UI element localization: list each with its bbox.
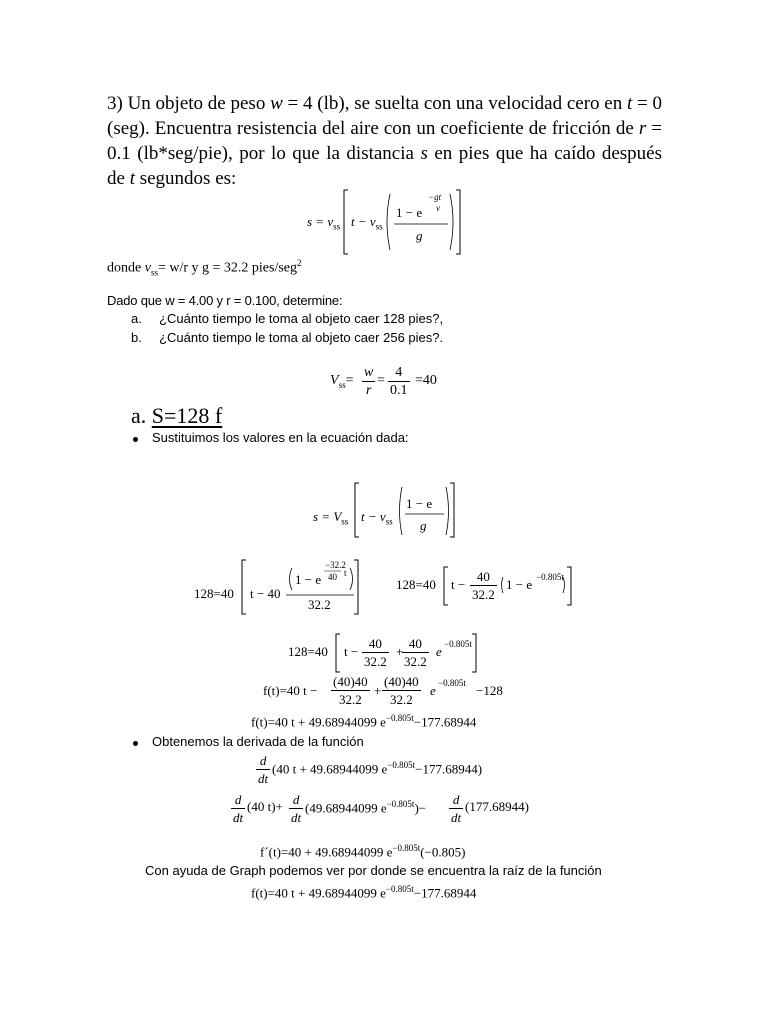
problem-text: segundos es: — [134, 168, 237, 189]
graph-note: Con ayuda de Graph podemos ver por donde se encuentra la raíz de la función — [145, 863, 602, 878]
var-r: r — [638, 118, 647, 139]
formula-g: g — [416, 228, 423, 243]
eq128-3-den2: 32.2 — [404, 654, 427, 669]
s-general-sub: ss — [385, 516, 393, 527]
f-prime-expression — [260, 843, 465, 860]
list-marker: b. — [131, 330, 142, 345]
bullet-dot — [133, 437, 138, 442]
ft1-tail: −128 — [476, 683, 503, 698]
eq128-3-exp: −0.805t — [444, 639, 472, 649]
vss-four: 4 — [388, 364, 410, 382]
eq128-2-rest: 1 − e — [506, 577, 533, 592]
eq128-1-exp-t: t — [344, 568, 347, 578]
bullet-dot — [133, 741, 138, 746]
bullet-text-2: Obtenemos la derivada de la función — [152, 734, 364, 749]
section-a-label: a. — [131, 403, 147, 428]
vss-eq2: = — [377, 373, 385, 388]
d1-body: (40 t + 49.68944099 e — [272, 761, 388, 777]
problem-statement — [107, 91, 662, 191]
donde-ss: ss — [150, 267, 158, 278]
d2-b-tail: )− — [414, 800, 427, 816]
formula-sub: ss — [333, 221, 341, 232]
list-text: ¿Cuánto tiempo le toma al objeto caer 256 pies?. — [159, 330, 444, 345]
s-general-lhs: s = V — [313, 509, 342, 524]
eq128-2-left: 128=40 — [396, 577, 436, 592]
ft3-body: f(t)=40 t + 49.68944099 e — [251, 885, 386, 901]
eq128-3-num2: 40 — [402, 635, 429, 653]
problem-text: = 0.1 (lb*seg/pie), por lo que la distancia — [107, 118, 662, 164]
vss-result: =40 — [415, 373, 437, 388]
formula-minus-v: − v — [354, 214, 376, 229]
d2-b-exp: −0.805t — [386, 799, 415, 809]
eq128-3-num1: 40 — [362, 635, 389, 653]
vss-pt1: 0.1 — [390, 383, 408, 398]
donde-line — [107, 258, 302, 277]
eq128-3-e: e — [436, 644, 442, 659]
vss-sub: ss — [338, 379, 346, 390]
eq128-2-den: 32.2 — [472, 587, 495, 602]
s-general-minusV: − v — [364, 509, 386, 524]
ft1-exp: −0.805t — [438, 678, 466, 688]
var-t: t — [129, 168, 135, 189]
donde-eq: = w/r y g = 32.2 pies/seg — [157, 260, 298, 276]
vss-V: V — [330, 373, 339, 388]
s-general-g: g — [420, 518, 427, 533]
eq128-1-exp-den: 40 — [328, 572, 337, 582]
problem-text: 3) Un objeto de peso — [107, 93, 266, 114]
list-text: ¿Cuánto tiempo le toma al objeto caer 128 pies?, — [159, 311, 444, 326]
problem-text: = 4 (lb), se suelta con una velocidad cero en — [282, 93, 627, 114]
ft-expression-2 — [251, 713, 476, 730]
section-a-heading — [131, 403, 222, 429]
d2-den: dt — [291, 810, 302, 825]
fprime-exp: −0.805t — [392, 843, 421, 853]
ft2-tail: −177.68944 — [413, 714, 477, 730]
eq128-2-num: 40 — [470, 568, 497, 586]
list-marker: a. — [131, 311, 142, 326]
ft2-exp: −0.805t — [385, 713, 414, 723]
formula-exp-num: −gt — [428, 192, 442, 202]
eq128-3-den1: 32.2 — [364, 654, 387, 669]
ft3-exp: −0.805t — [385, 884, 414, 894]
ft1-num2: (40)40 — [384, 674, 419, 689]
ft1-left: f(t)=40 t − — [263, 683, 318, 698]
vss-r: r — [365, 383, 372, 398]
d1-den: dt — [258, 771, 269, 786]
ft3-tail: −177.68944 — [413, 885, 477, 901]
problem-text: = 0 (seg). Encuentra resistencia del aire con un coeficiente de fricción de — [107, 93, 662, 139]
section-a-title: S=128 f — [151, 403, 223, 428]
formula-lhs: s = v — [307, 214, 334, 229]
eq128-1-den: 32.2 — [308, 597, 331, 612]
ft-expression-3 — [251, 884, 476, 901]
d2-c: (177.68944) — [465, 799, 529, 814]
donde-text: donde — [107, 260, 145, 276]
formula-exp-den: v — [436, 203, 440, 213]
donde-v: v — [144, 260, 151, 276]
vss-eq: = — [345, 373, 354, 388]
eq128-1-t: t − 40 — [250, 586, 281, 601]
ft1-den1: 32.2 — [338, 692, 362, 707]
eq128-3-t: t − — [344, 644, 359, 659]
eq128-1-left: 128=40 — [194, 586, 234, 601]
eq128-3-plus: + — [396, 644, 404, 659]
var-w: w — [270, 93, 283, 114]
eq128-2-exp: −0.805t — [536, 572, 564, 582]
d2-num: d — [289, 791, 303, 809]
ft1-plus: + — [374, 683, 382, 698]
d1-exp: −0.805t — [387, 760, 416, 770]
list-item-b — [131, 330, 443, 345]
vss-w: w — [364, 365, 374, 380]
fprime-body: f´(t)=40 + 49.68944099 e — [260, 844, 393, 860]
donde-sup: 2 — [297, 258, 302, 268]
d2-num: d — [231, 791, 245, 809]
ft1-e: e — [430, 683, 436, 698]
d2-den: dt — [451, 810, 462, 825]
problem-text: en pies que ha caído después de — [107, 143, 662, 189]
d2-b: (49.68944099 e — [305, 800, 387, 816]
formula-sub: ss — [375, 221, 383, 232]
d2-den: dt — [233, 810, 244, 825]
eq128-1-one: 1 − e — [295, 572, 322, 587]
ft1-num1: (40)40 — [333, 674, 368, 689]
formula-t: t — [351, 214, 355, 229]
list-item-a — [131, 311, 443, 326]
d2-num: d — [449, 791, 463, 809]
dado-intro: Dado que w = 4.00 y r = 0.100, determine: — [107, 293, 343, 308]
d1-num: d — [256, 752, 270, 770]
d2-a: (40 t)+ — [247, 799, 283, 814]
d1-tail: −177.68944) — [415, 761, 483, 777]
ft2-body: f(t)=40 t + 49.68944099 e — [251, 714, 386, 730]
s-general-sub: ss — [341, 516, 349, 527]
fprime-tail: (−0.805) — [420, 844, 466, 860]
eq128-2-t: t − — [451, 577, 466, 592]
eq128-3-left: 128=40 — [288, 644, 328, 659]
s-general-one: 1 − e — [406, 496, 433, 511]
bullet-text-1: Sustituimos los valores en la ecuación dada: — [152, 430, 409, 445]
var-t: t — [626, 93, 633, 114]
eq128-1-exp-num: −32.2 — [325, 560, 346, 570]
var-s: s — [420, 143, 428, 164]
ft1-den2: 32.2 — [389, 692, 413, 707]
formula-one-minus-e: 1 − e — [396, 205, 423, 220]
s-general-t: t — [361, 509, 365, 524]
